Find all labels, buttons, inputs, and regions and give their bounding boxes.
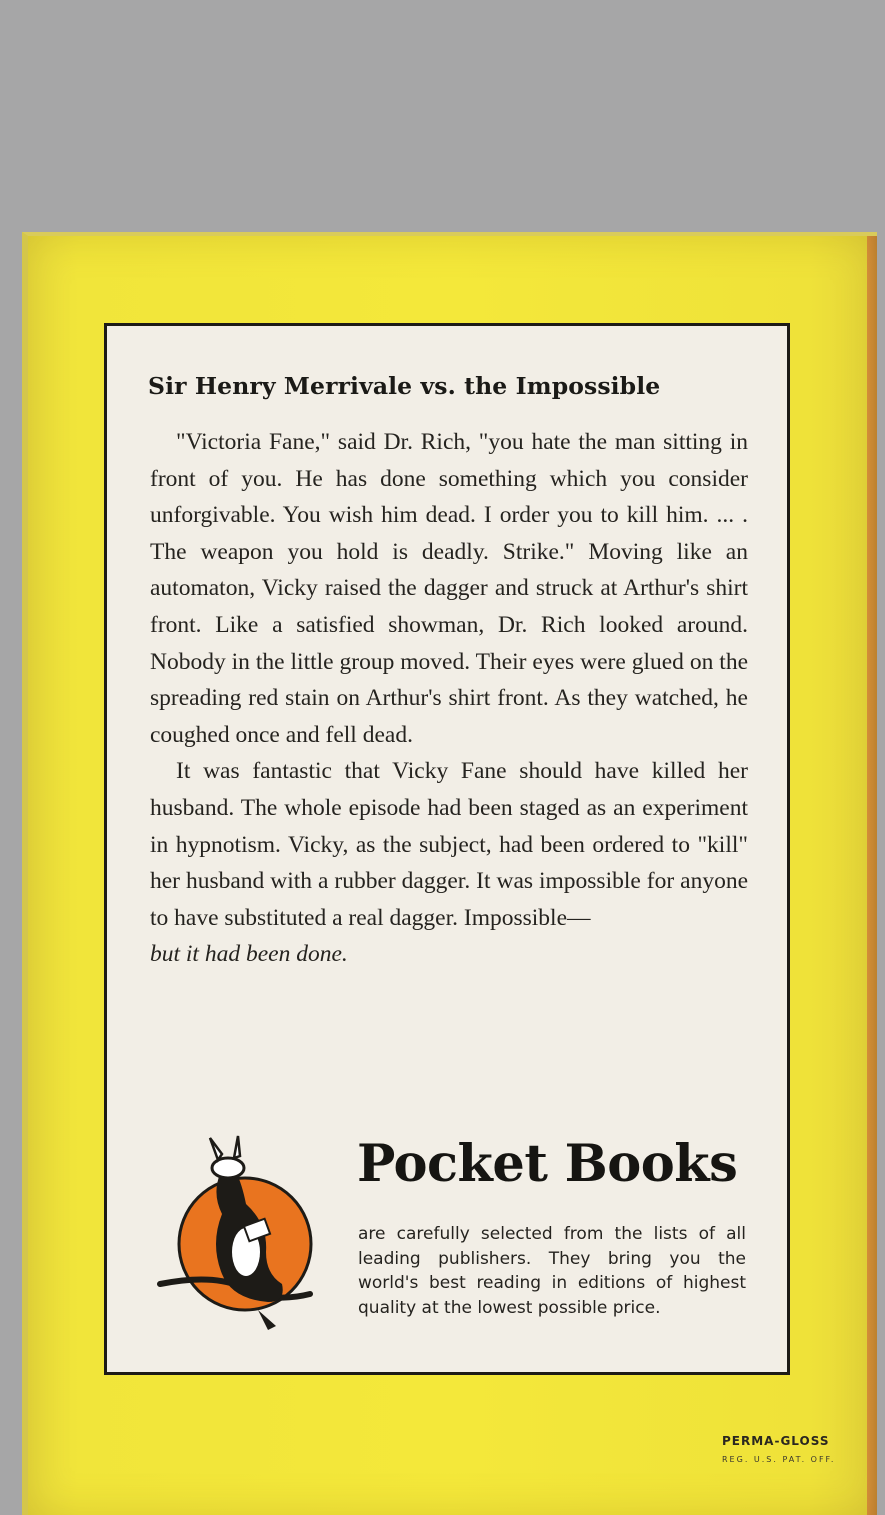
kangaroo-reading-logo-icon xyxy=(150,1134,330,1334)
publisher-name: Pocket Books xyxy=(357,1134,738,1194)
book-spine-edge xyxy=(867,236,877,1515)
cover-headline: Sir Henry Merrivale vs. the Impossible xyxy=(148,372,661,400)
blurb-paragraph-2-text: It was fantastic that Vicky Fane should have killed her husband. The whole episode had been staged as an experiment in hypnotism. Vicky, as the subject, had been ordered to "kill" her husband with a rubber dagger. It was impossible for anyone to have substituted a real dagger. Impossible— xyxy=(150,758,748,931)
blurb-closing-line: but it had been done. xyxy=(150,941,348,968)
blurb-paragraph-2 xyxy=(150,753,748,973)
registration-label: REG. U.S. PAT. OFF. xyxy=(722,1455,836,1464)
publisher-description: are carefully selected from the lists of all leading publishers. They bring you the world's best reading in editions of highest quality at the lowest possible price. xyxy=(358,1224,746,1318)
trademark-label: PERMA-GLOSS xyxy=(722,1434,830,1448)
blurb-paragraph-1: "Victoria Fane," said Dr. Rich, "you hate the man sitting in front of you. He has done something which you consider unforgivable. You wish him dead. I order you to kill him. ... . The weapon you hold is deadly. Strike." Moving like an automaton, Vicky raised the dagger and struck at Arthur's shirt front. Like a satisfied showman, Dr. Rich looked around. Nobody in the little group moved. Their eyes were glued on the spreading red stain on Arthur's shirt front. As they watched, he coughed once and fell dead. xyxy=(150,429,748,748)
blurb-text xyxy=(150,424,748,973)
